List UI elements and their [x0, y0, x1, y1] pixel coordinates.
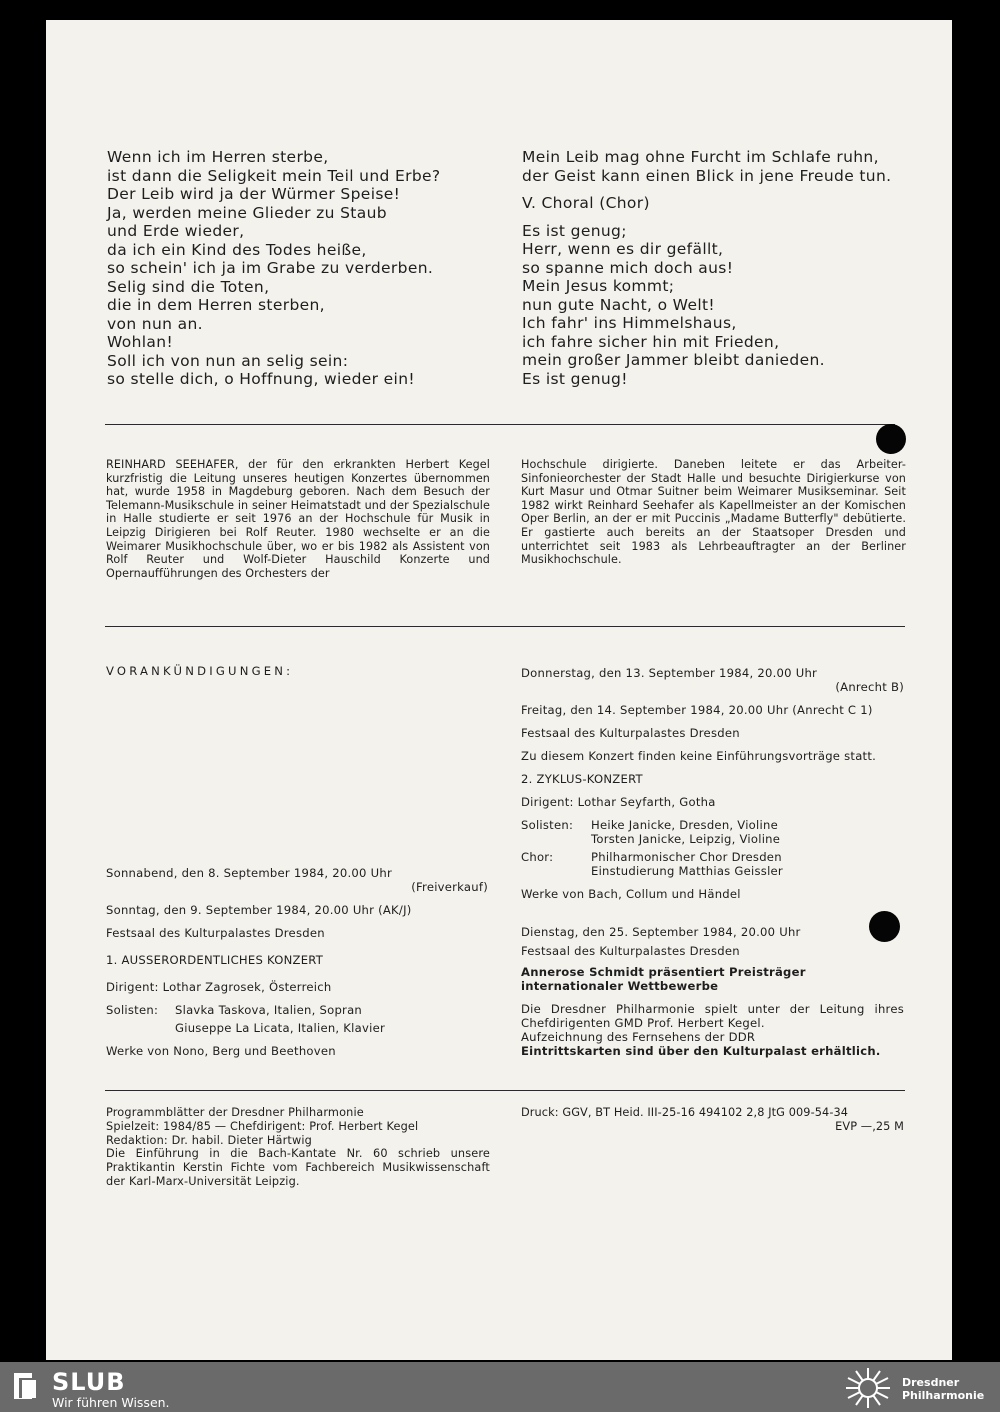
choral-line: ich fahre sicher hin mit Frieden,: [522, 332, 780, 351]
soloist: Heike Janicke, Dresden, Violine: [591, 818, 778, 832]
concert-2-choir: [521, 850, 904, 864]
concert-2: [521, 666, 904, 901]
choir-label: Chor:: [521, 850, 554, 864]
slub-logo-icon: [10, 1370, 42, 1402]
concert-3-venue: Festsaal des Kulturpalastes Dresden: [521, 944, 740, 958]
poem-line: Soll ich von nun an selig sein:: [107, 351, 349, 370]
slub-tagline: Wir führen Wissen.: [52, 1395, 170, 1410]
concert-3-title: Annerose Schmidt präsentiert Preisträger internationaler Wettbewerbe: [521, 965, 806, 993]
concert-2-soloists-cont: [521, 832, 904, 846]
concert-2-soloists: [521, 818, 904, 832]
announcements-heading: VORANKÜNDIGUNGEN:: [106, 664, 294, 678]
concert-1-date2: Sonntag, den 9. September 1984, 20.00 Uhr (AK/J): [106, 903, 412, 917]
choir: Philharmonischer Chor Dresden: [591, 850, 782, 864]
concert-1-works: Werke von Nono, Berg und Beethoven: [106, 1044, 336, 1058]
concert-1-title: 1. AUSSERORDENTLICHES KONZERT: [106, 953, 324, 967]
poem-line: so schein' ich ja im Grabe zu verderben.: [107, 259, 434, 277]
concert-2-works: Werke von Bach, Collum und Händel: [521, 887, 741, 901]
choral-line: so spanne mich doch aus!: [522, 258, 734, 277]
philharmonie-line: Philharmonie: [902, 1389, 985, 1402]
concert-2-choir-cont: [521, 864, 904, 878]
divider-rule: [105, 1090, 905, 1091]
concert-2-date1-note: (Anrecht B): [835, 680, 904, 694]
poem-line: von nun an.: [107, 314, 203, 333]
choral-line: Herr, wenn es dir gefällt,: [522, 240, 724, 258]
poem-line: ist dann die Seligkeit mein Teil und Erbe?: [107, 166, 441, 185]
print-info: [521, 1106, 904, 1134]
print-line: Druck: GGV, BT Heid. III-25-16 494102 2,8 JtG 009-54-34: [521, 1106, 849, 1119]
concert-3-desc: Die Dresdner Philharmonie spielt unter der Leitung ihres Chefdirigenten GMD Prof. Herbert Kegel.: [521, 1002, 904, 1030]
footer-bar: [0, 1362, 1000, 1412]
poem-line: Der Leib wird ja der Würmer Speise!: [107, 185, 401, 203]
choral-line: Es ist genug;: [522, 221, 627, 240]
poem-line: und Erde wieder,: [107, 222, 245, 240]
poem-line: die in dem Herren sterben,: [107, 296, 325, 314]
punch-hole: [876, 424, 906, 454]
poem-line: Mein Leib mag ohne Furcht im Schlafe ruhn,: [522, 148, 879, 166]
soloists-label: Solisten:: [106, 1003, 159, 1017]
soloists-label: Solisten:: [521, 818, 574, 832]
concert-1-soloists-cont: [106, 1021, 488, 1035]
choral-line: mein großer Jammer bleibt danieden.: [522, 351, 825, 369]
poem-line: Selig sind die Toten,: [107, 277, 270, 296]
concert-2-title: 2. ZYKLUS-KONZERT: [521, 772, 643, 786]
colophon: [106, 1106, 490, 1189]
divider-rule: [105, 424, 895, 425]
poem-right-column: [522, 148, 891, 388]
concert-2-date2: Freitag, den 14. September 1984, 20.00 Uhr (Anrecht C 1): [521, 703, 873, 717]
poem-line: Ja, werden meine Glieder zu Staub: [107, 203, 387, 222]
choral-heading: V. Choral (Chor): [522, 194, 650, 212]
concert-1-venue: Festsaal des Kulturpalastes Dresden: [106, 926, 325, 940]
bio-right: Hochschule dirigierte. Daneben leitete er das Arbeiter-Sinfonieorchester der Stadt Halle und besuchte Dirigierkurse von Kurt Masur und Otmar Suitner beim Weimarer Musikseminar. Seit 1982 wirkt Reinhard Seehafer als Kapellmeister an der Komischen Oper Berlin, an der er mit Puccinis „Madame Butterfly" debütierte. Er gastierte auch bereits an der Staatsoper Dresden und unterrichtet seit 1983 als Lehrbeauftragter an der Berliner Musikhochschule.: [521, 458, 906, 567]
bio-left: REINHARD SEEHAFER, der für den erkrankten Herbert Kegel kurzfristig die Leitung unseres heutigen Konzertes übernommen hat, wurde 1958 in Magdeburg geboren. Nach dem Besuch der Telemann-Musikschule in seiner Heimatstadt und der Spezialschule in Halle studierte er seit 1976 an der Hochschule für Musik in Leipzig Dirigieren bei Rolf Reuter. 1980 wechselte er an die Weimarer Musikhochschule über, wo er bis 1982 als Assistent von Rolf Reuter und Wolf-Dieter Hauschild Konzerte und Opernaufführungen des Orchesters der: [106, 458, 490, 580]
concert-2-note: Zu diesem Konzert finden keine Einführungsvorträge statt.: [521, 749, 877, 763]
slub-logo-text: SLUB: [52, 1368, 126, 1396]
choir-director: Einstudierung Matthias Geissler: [591, 864, 783, 878]
poem-line: Wohlan!: [107, 333, 174, 351]
choral-line: Es ist genug!: [522, 369, 628, 388]
concert-2-date1: Donnerstag, den 13. September 1984, 20.00 Uhr: [521, 666, 818, 680]
concert-3-date: Dienstag, den 25. September 1984, 20.00 Uhr: [521, 925, 801, 939]
poem-left-column: [107, 148, 441, 389]
colophon-line: Spielzeit: 1984/85 — Chefdirigent: Prof. Herbert Kegel: [106, 1119, 419, 1133]
colophon-line: Redaktion: Dr. habil. Dieter Härtwig: [106, 1133, 313, 1147]
concert-1-soloists: [106, 1003, 488, 1017]
concert-1-date1-note: (Freiverkauf): [411, 880, 488, 894]
concert-3: [521, 925, 904, 1058]
conductor-name: Lothar Zagrosek, Österreich: [162, 980, 332, 994]
soloist: Giuseppe La Licata, Italien, Klavier: [175, 1021, 385, 1035]
poem-line: so stelle dich, o Hoffnung, wieder ein!: [107, 370, 415, 388]
conductor-label: Dirigent:: [106, 980, 159, 994]
concert-2-conductor: [521, 795, 904, 809]
conductor-name: Lothar Seyfarth, Gotha: [577, 795, 716, 809]
colophon-line: Die Einführung in die Bach-Kantate Nr. 60 schrieb unsere Praktikantin Kerstin Fichte vom Fachbereich Musikwissenschaft der Karl-Marx-Universität Leipzig.: [106, 1147, 490, 1188]
price: EVP —,25 M: [835, 1119, 904, 1133]
concert-1-date1: Sonnabend, den 8. September 1984, 20.00 Uhr: [106, 866, 392, 880]
divider-rule: [105, 626, 905, 627]
soloist: Slavka Taskova, Italien, Sopran: [175, 1003, 363, 1017]
soloist: Torsten Janicke, Leipzig, Violine: [591, 832, 781, 846]
philharmonie-line: Dresdner: [902, 1376, 960, 1389]
concert-1: [106, 866, 488, 1058]
poem-line: Wenn ich im Herren sterbe,: [107, 148, 329, 166]
choral-line: Ich fahr' ins Himmelshaus,: [522, 314, 737, 332]
philharmonie-logo-icon: [842, 1366, 894, 1410]
colophon-line: Programmblätter der Dresdner Philharmonie: [106, 1106, 364, 1119]
choral-line: nun gute Nacht, o Welt!: [522, 295, 715, 314]
conductor-label: Dirigent:: [521, 795, 574, 809]
poem-line: da ich ein Kind des Todes heiße,: [107, 240, 367, 259]
concert-3-tickets: Eintrittskarten sind über den Kulturpalast erhältlich.: [521, 1044, 881, 1058]
philharmonie-name: [902, 1376, 984, 1402]
concert-1-conductor: [106, 980, 488, 994]
concert-2-venue: Festsaal des Kulturpalastes Dresden: [521, 726, 740, 740]
concert-3-tv: Aufzeichnung des Fernsehens der DDR: [521, 1030, 756, 1044]
poem-line: der Geist kann einen Blick in jene Freude tun.: [522, 166, 892, 185]
choral-line: Mein Jesus kommt;: [522, 277, 675, 295]
